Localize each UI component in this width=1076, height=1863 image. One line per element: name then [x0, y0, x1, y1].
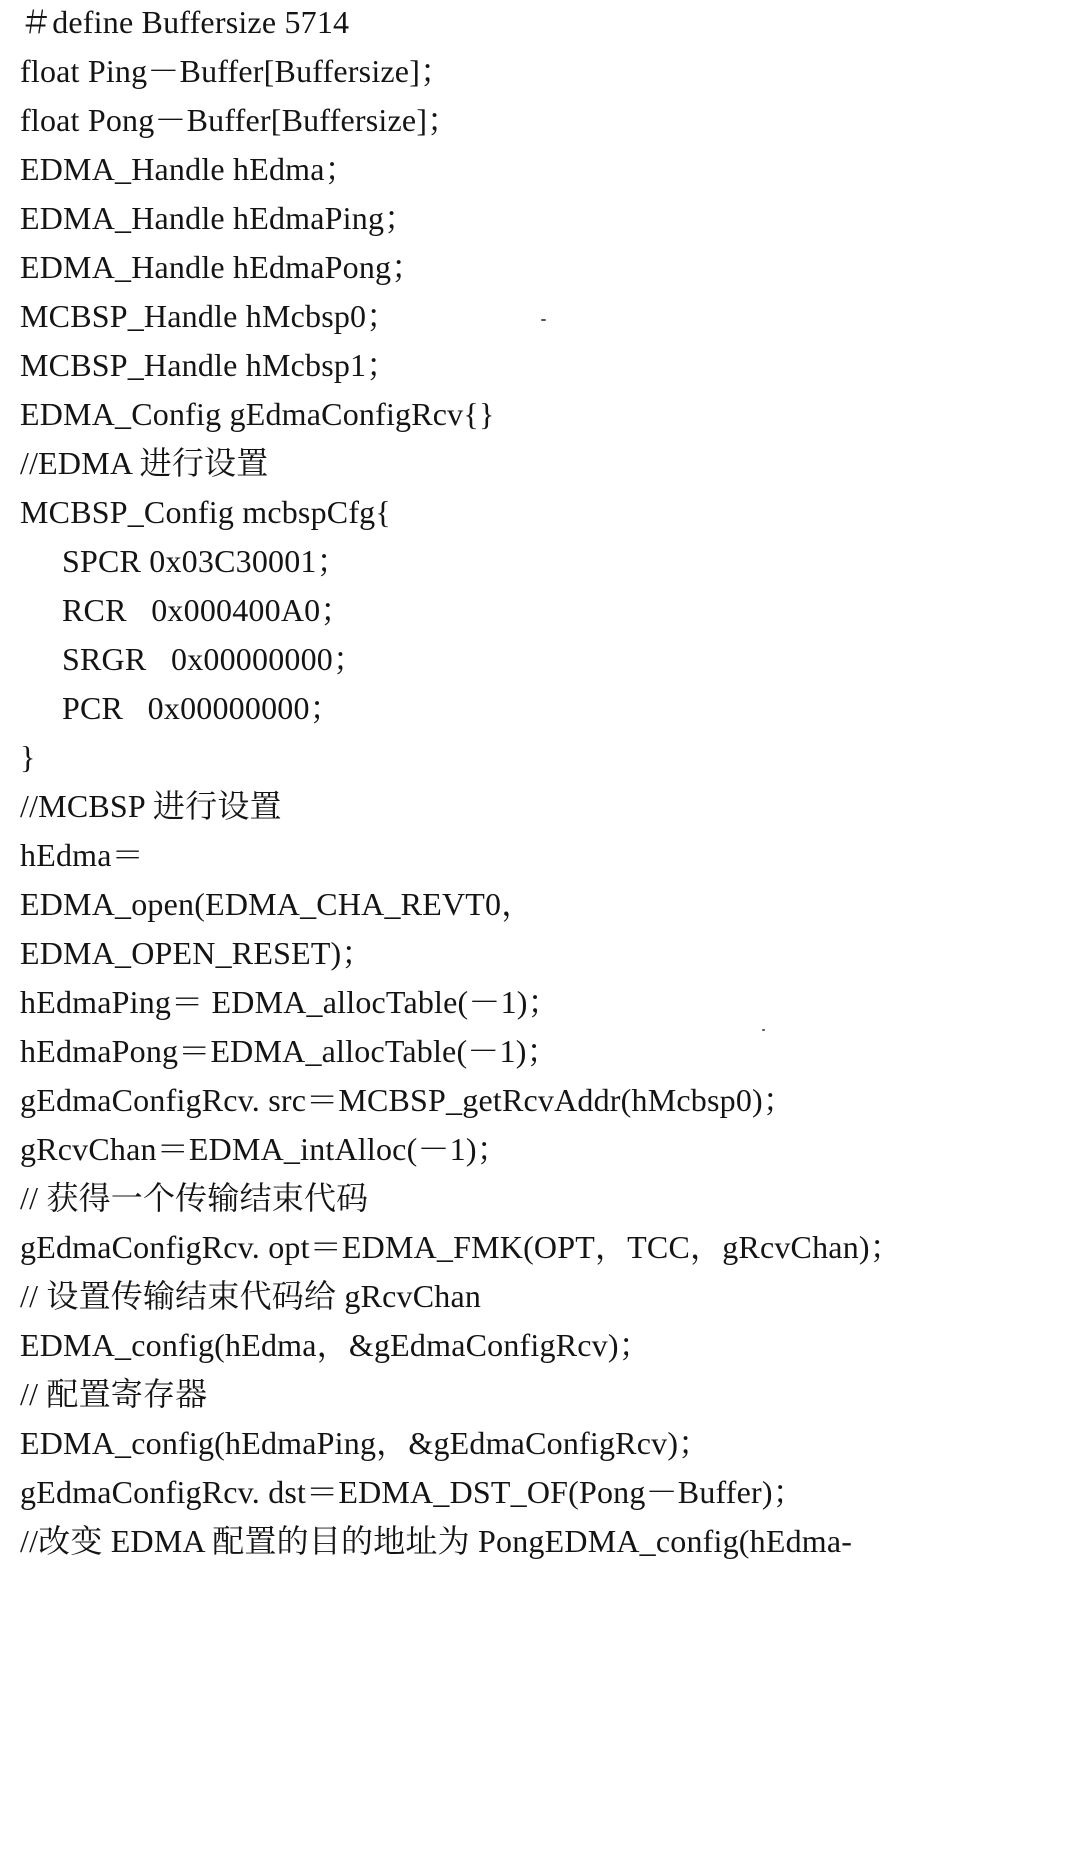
code-line-edma-config-hedma: EDMA_config(hEdma，&gEdmaConfigRcv)；: [20, 1327, 651, 1363]
code-line-mcbsp-config: MCBSP_Config mcbspCfg{: [20, 494, 391, 530]
code-line-comment-mcbsp: //MCBSP 进行设置: [20, 788, 282, 824]
scan-speck: [541, 319, 546, 321]
code-line-pong-buffer: float Pong－Buffer[Buffersize]；: [20, 102, 460, 138]
code-line-close-brace: }: [20, 739, 36, 775]
code-line-edma-config-ping: EDMA_config(hEdmaPing，&gEdmaConfigRcv)；: [20, 1425, 711, 1461]
code-line-hedma-assign: hEdma＝: [20, 837, 144, 873]
code-line-comment-set-tcc: // 设置传输结束代码给 gRcvChan: [20, 1278, 482, 1314]
code-line-hmcbsp1-decl: MCBSP_Handle hMcbsp1；: [20, 347, 399, 383]
code-line-edma-open-reset: EDMA_OPEN_RESET)；: [20, 935, 374, 971]
code-line-hedmaping-alloc: hEdmaPing＝ EDMA_allocTable(－1)；: [20, 984, 560, 1020]
code-line-hmcbsp0-decl: MCBSP_Handle hMcbsp0；: [20, 298, 399, 334]
code-line-grcvchan-alloc: gRcvChan＝EDMA_intAlloc(－1)；: [20, 1131, 509, 1167]
code-line-comment-config-reg: // 配置寄存器: [20, 1376, 208, 1412]
code-line-opt-assign: gEdmaConfigRcv. opt＝EDMA_FMK(OPT，TCC，gRcvChan)；: [20, 1229, 902, 1265]
code-line-pcr: PCR 0x00000000；: [62, 690, 342, 726]
code-line-comment-change-dst: //改变 EDMA 配置的目的地址为 PongEDMA_config(hEdma-: [20, 1523, 853, 1559]
code-line-hedmapong-alloc: hEdmaPong＝EDMA_allocTable(－1)；: [20, 1033, 559, 1069]
code-line-src-assign: gEdmaConfigRcv. src＝MCBSP_getRcvAddr(hMcbsp0)；: [20, 1082, 796, 1118]
code-line-comment-edma: //EDMA 进行设置: [20, 445, 269, 481]
code-line-hedma-decl: EDMA_Handle hEdma；: [20, 151, 357, 187]
code-line-hedmapong-decl: EDMA_Handle hEdmaPong；: [20, 249, 424, 285]
code-line-hedmaping-decl: EDMA_Handle hEdmaPing；: [20, 200, 417, 236]
code-line-rcr: RCR 0x000400A0；: [62, 592, 353, 628]
scan-speck: [762, 1029, 765, 1031]
code-line-spcr: SPCR 0x03C30001；: [62, 543, 349, 579]
code-line-edma-config: EDMA_Config gEdmaConfigRcv{}: [20, 396, 495, 432]
code-line-dst-assign: gEdmaConfigRcv. dst＝EDMA_DST_OF(Pong－Buffer)；: [20, 1474, 805, 1510]
code-line-srgr: SRGR 0x00000000；: [62, 641, 366, 677]
code-line-comment-get-tcc: // 获得一个传输结束代码: [20, 1180, 369, 1216]
code-line-define: ＃define Buffersize 5714: [20, 4, 350, 40]
code-line-ping-buffer: float Ping－Buffer[Buffersize]；: [20, 53, 453, 89]
code-line-edma-open: EDMA_open(EDMA_CHA_REVT0，: [20, 886, 534, 922]
